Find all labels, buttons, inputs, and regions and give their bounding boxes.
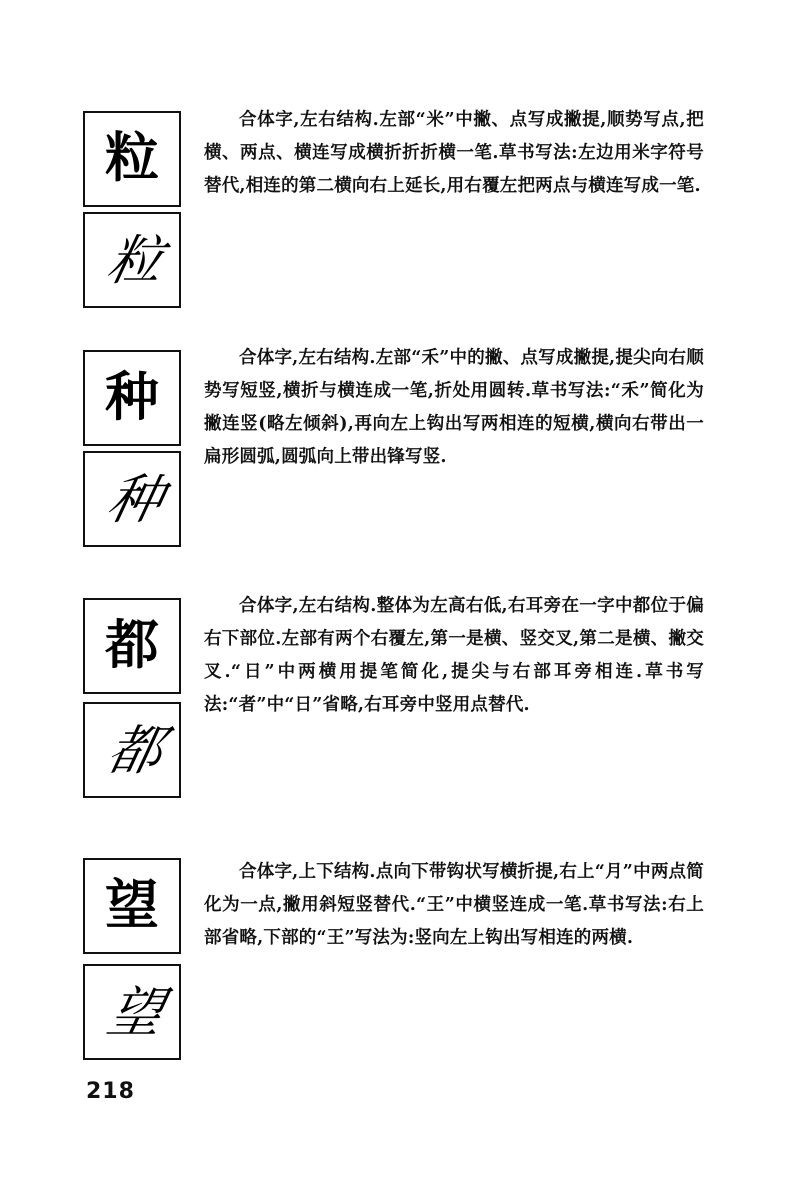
regular-char-glyph	[85, 600, 179, 692]
cursive-char-text: 种	[102, 468, 169, 532]
regular-char-box	[83, 598, 181, 694]
cursive-char-text: 粒	[102, 229, 169, 293]
cursive-char-glyph	[85, 704, 179, 796]
regular-char-glyph	[85, 860, 179, 952]
regular-char-text: 粒	[105, 126, 159, 190]
regular-char-box	[83, 350, 181, 446]
regular-char-box	[83, 111, 181, 207]
regular-char-text: 都	[105, 613, 159, 677]
cursive-char-text: 都	[102, 719, 169, 783]
entry-description: 合体字,上下结构.点向下带钩状写横折提,右上“月”中两点简化为一点,撇用斜短竖替代.“王”中横竖连成一笔.草书写法:右上部省略,下部的“王”写法为:竖向左上钩出写相连的两横.	[204, 862, 704, 948]
regular-char-text: 望	[105, 873, 159, 937]
regular-char-box	[83, 858, 181, 954]
entry-description: 合体字,左右结构.整体为左高右低,右耳旁在一字中都位于偏右下部位.左部有两个右覆左,第一是横、竖交叉,第二是横、撇交叉.“日”中两横用提笔简化,提尖与右部耳旁相连.草书写法:“者”中“日”省略,右耳旁中竖用点替代.	[204, 596, 704, 715]
cursive-char-box	[83, 212, 181, 308]
cursive-char-glyph	[85, 214, 179, 306]
regular-char-glyph	[85, 352, 179, 444]
cursive-char-glyph	[85, 453, 179, 545]
entry-description: 合体字,左右结构.左部“禾”中的撇、点写成撇提,提尖向右顺势写短竖,横折与横连成一笔,折处用圆转.草书写法:“禾”简化为撇连竖(略左倾斜),再向左上钩出写两相连的短横,横向右带出一扁形圆弧,圆弧向上带出锋写竖.	[204, 348, 704, 467]
cursive-char-box	[83, 964, 181, 1060]
entry-description: 合体字,左右结构.左部“米”中撇、点写成撇提,顺势写点,把横、两点、横连写成横折折折横一笔.草书写法:左边用米字符号替代,相连的第二横向右上延长,用右覆左把两点与横连写成一笔.	[204, 110, 704, 196]
cursive-char-text: 望	[102, 981, 169, 1045]
page-number: 218	[86, 1079, 135, 1104]
cursive-char-box	[83, 702, 181, 798]
cursive-char-box	[83, 451, 181, 547]
regular-char-glyph	[85, 113, 179, 205]
regular-char-text: 种	[105, 365, 159, 429]
cursive-char-glyph	[85, 966, 179, 1058]
